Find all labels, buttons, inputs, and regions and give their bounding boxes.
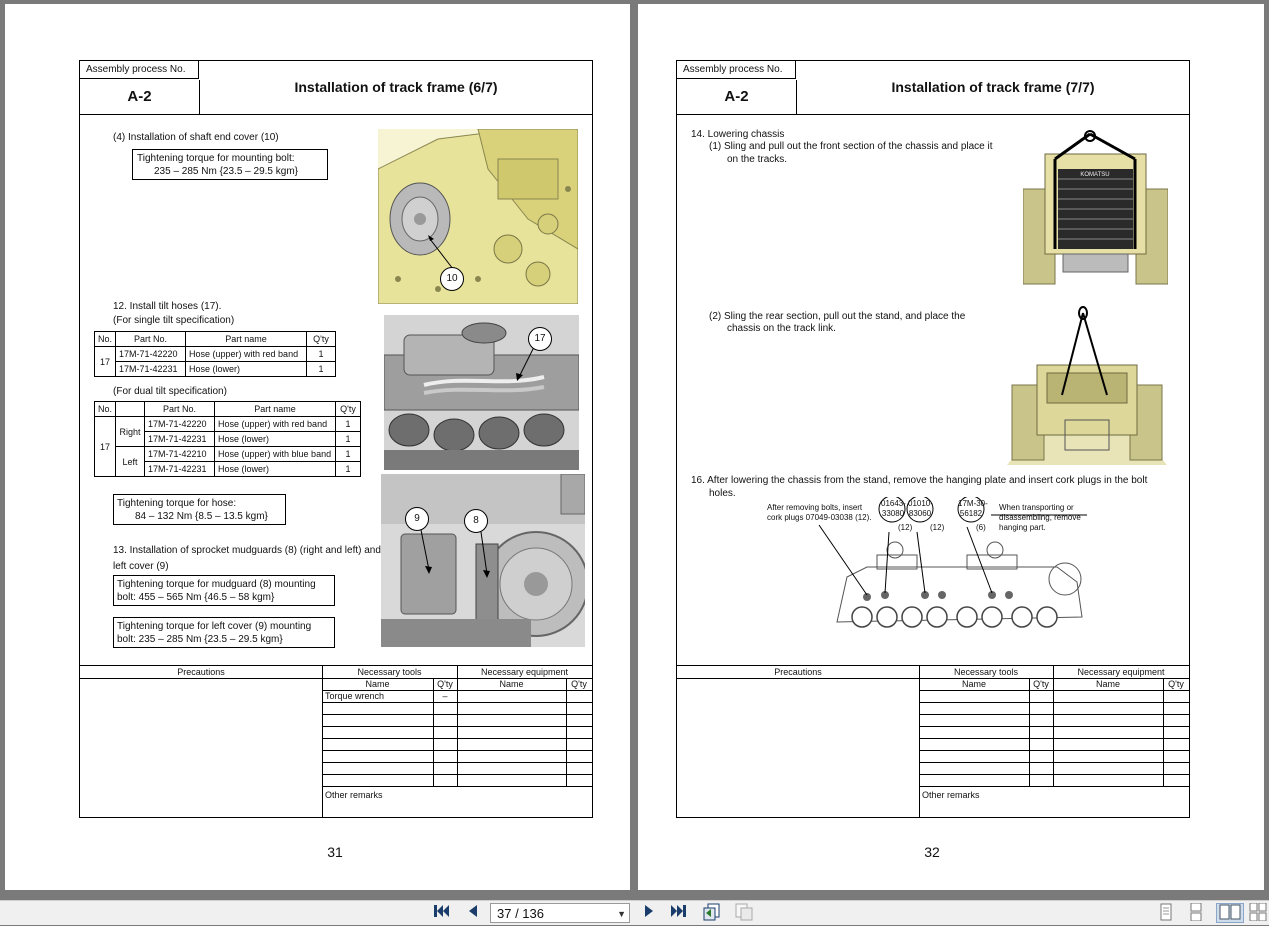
step-16-heading: 16. After lowering the chassis from the stand, remove the hanging plate and insert cork plugs in the bolt — [691, 475, 1148, 486]
step-14-sub-1: (1) Sling and pull out the front section of the chassis and place it — [709, 141, 993, 152]
torque-label: Tightening torque for left cover (9) mounting — [117, 621, 312, 632]
col-header-part-no: Part No. — [116, 332, 186, 347]
part-name: Hose (upper) with red band — [186, 347, 307, 362]
callout-17: 17 — [528, 327, 552, 351]
go-forward-view-button[interactable] — [732, 903, 756, 923]
last-page-icon — [668, 903, 688, 919]
front-chassis-sling-illustration — [1023, 129, 1168, 287]
assembly-process-label: Assembly process No. — [677, 61, 796, 79]
callout-8: 8 — [464, 509, 488, 533]
step-4-heading: (4) Installation of shaft end cover (10) — [113, 132, 279, 143]
side-left: Left — [116, 447, 145, 477]
equipment-name-header: Name — [499, 679, 524, 689]
assembly-process-number: A-2 — [80, 80, 200, 114]
part-qty: 1 — [336, 417, 361, 432]
diagram-qty-6: (6) — [976, 523, 986, 532]
part-name: Hose (upper) with red band — [215, 417, 336, 432]
viewer-toolbar — [0, 900, 1269, 925]
page-title: Installation of track frame (7/7) — [891, 79, 1095, 95]
torque-label: Tightening torque for hose: — [117, 498, 237, 509]
torque-box-mudguard — [113, 575, 335, 606]
part-qty: 1 — [336, 447, 361, 462]
tools-name-header: Name — [365, 679, 390, 689]
single-page-icon — [1158, 903, 1174, 921]
page-number: 32 — [924, 844, 940, 860]
step-16-heading-cont: holes. — [709, 488, 736, 499]
necessary-tools-header: Necessary tools — [357, 667, 422, 677]
page-header — [677, 61, 1189, 115]
previous-page-button[interactable] — [462, 903, 484, 923]
page-header — [80, 61, 592, 115]
diagram-note-left-cont: cork plugs 07049-03038 (12). — [767, 513, 872, 522]
single-tilt-spec-label: (For single tilt specification) — [113, 315, 235, 326]
tools-qty-header: Q'ty — [437, 679, 453, 689]
table-row — [95, 347, 336, 362]
previous-page-icon — [465, 903, 481, 919]
page-indicator: 37 / 136 — [497, 906, 544, 921]
torque-value: bolt: 235 – 285 Nm {23.5 – 29.5 kgm} — [117, 634, 283, 645]
table-row — [95, 447, 361, 462]
page-number: 31 — [327, 844, 343, 860]
col-header-side — [116, 402, 145, 417]
part-name: Hose (lower) — [186, 362, 307, 377]
necessary-equipment-header: Necessary equipment — [480, 667, 569, 677]
diagram-part-2: 01010- 83060 — [908, 499, 933, 518]
table-row — [95, 417, 361, 432]
go-back-view-button[interactable] — [700, 903, 724, 923]
other-remarks-label: Other remarks — [922, 790, 980, 800]
necessary-equipment-header: Necessary equipment — [1077, 667, 1165, 677]
col-header-part-name: Part name — [186, 332, 307, 347]
part-name: Hose (lower) — [215, 462, 336, 477]
dual-tilt-spec-label: (For dual tilt specification) — [113, 386, 227, 397]
step-12-heading: 12. Install tilt hoses (17). — [113, 301, 222, 312]
diagram-part-3: 17M-30- 56182 — [958, 499, 988, 518]
single-page-view-button[interactable] — [1156, 903, 1176, 923]
document-page-right — [638, 4, 1264, 890]
part-name: Hose (lower) — [215, 432, 336, 447]
torque-box-left-cover — [113, 617, 335, 648]
side-right: Right — [116, 417, 145, 447]
step-14-sub-2-cont: chassis on the track link. — [727, 323, 836, 334]
part-number: 17M-71-42220 — [145, 417, 215, 432]
tools-qty-header: Q'ty — [1033, 679, 1049, 689]
single-tilt-parts-table — [94, 331, 336, 377]
part-number: 17M-71-42210 — [145, 447, 215, 462]
tool-torque-wrench: Torque wrench — [325, 691, 385, 701]
part-qty: 1 — [307, 362, 336, 377]
page-number-input[interactable] — [490, 903, 630, 923]
chevron-down-icon: ▼ — [617, 909, 626, 919]
part-number: 17M-71-42220 — [116, 347, 186, 362]
assembly-process-label: Assembly process No. — [80, 61, 199, 79]
torque-label: Tightening torque for mudguard (8) mounting — [117, 579, 316, 590]
sprocket-mudguard-illustration — [381, 474, 585, 647]
continuous-page-icon — [1188, 903, 1204, 921]
precautions-header: Precautions — [774, 667, 822, 677]
torque-value: 84 – 132 Nm {8.5 – 13.5 kgm} — [135, 511, 268, 522]
precautions-header: Precautions — [177, 667, 225, 677]
last-page-button[interactable] — [666, 903, 690, 923]
next-view-icon — [734, 903, 754, 921]
next-page-icon — [641, 903, 657, 919]
part-number: 17M-71-42231 — [145, 462, 215, 477]
diagram-part-1: 01643- 33080 — [881, 499, 906, 518]
tilt-hoses-illustration — [384, 315, 579, 470]
page-title: Installation of track frame (6/7) — [294, 79, 498, 95]
dual-tilt-parts-table — [94, 401, 361, 477]
rear-chassis-sling-illustration — [1007, 305, 1167, 465]
equipment-qty-header: Q'ty — [1168, 679, 1184, 689]
diagram-qty-12b: (12) — [930, 523, 945, 532]
equipment-name-header: Name — [1095, 679, 1120, 689]
item-number: 17 — [95, 417, 116, 477]
callout-9: 9 — [405, 507, 429, 531]
col-header-no: No. — [95, 402, 116, 417]
part-number: 17M-71-42231 — [116, 362, 186, 377]
step-14-sub-1-cont: on the tracks. — [727, 154, 788, 165]
torque-box-hose — [113, 494, 286, 525]
equipment-qty-header: Q'ty — [571, 679, 587, 689]
precautions-tools-table — [677, 665, 1189, 818]
document-page-left — [5, 4, 630, 890]
continuous-view-button[interactable] — [1186, 903, 1206, 923]
col-header-qty: Q'ty — [336, 402, 361, 417]
table-row — [95, 362, 336, 377]
step-13-heading: 13. Installation of sprocket mudguards (8) (right and left) and — [113, 545, 381, 556]
col-header-qty: Q'ty — [307, 332, 336, 347]
previous-view-icon — [702, 903, 722, 921]
part-name: Hose (upper) with blue band — [215, 447, 336, 462]
part-qty: 1 — [307, 347, 336, 362]
two-page-continuous-icon — [1249, 903, 1267, 921]
step-14-heading: 14. Lowering chassis — [691, 129, 785, 140]
two-page-icon — [1219, 904, 1241, 920]
torque-label: Tightening torque for mounting bolt: — [137, 153, 295, 164]
page-frame — [79, 60, 593, 818]
first-page-button[interactable] — [430, 903, 454, 923]
item-number: 17 — [95, 347, 116, 377]
part-qty: 1 — [336, 462, 361, 477]
diagram-qty-12a: (12) — [898, 523, 913, 532]
diagram-note-right: When transporting or disassembling, remove hanging part. — [999, 503, 1081, 532]
necessary-tools-header: Necessary tools — [953, 667, 1019, 677]
diagram-note-left: After removing bolts, insert — [767, 503, 863, 512]
col-header-part-no: Part No. — [145, 402, 215, 417]
col-header-no: No. — [95, 332, 116, 347]
page-frame — [676, 60, 1190, 818]
step-13-heading-cont: left cover (9) — [113, 561, 169, 572]
part-number: 17M-71-42231 — [145, 432, 215, 447]
next-page-button[interactable] — [638, 903, 660, 923]
part-qty: 1 — [336, 432, 361, 447]
komatsu-logo: KOMATSU — [1080, 172, 1110, 178]
torque-value: bolt: 455 – 565 Nm {46.5 – 58 kgm} — [117, 592, 275, 603]
torque-value: 235 – 285 Nm {23.5 – 29.5 kgm} — [154, 166, 298, 177]
assembly-process-number: A-2 — [677, 80, 797, 114]
callout-10: 10 — [440, 267, 464, 291]
shaft-end-cover-illustration — [378, 129, 578, 304]
cork-plug-diagram — [767, 497, 1097, 657]
tool-torque-wrench-qty: – — [442, 691, 448, 701]
two-page-view-button[interactable] — [1216, 903, 1244, 923]
step-14-sub-2: (2) Sling the rear section, pull out the stand, and place the — [709, 311, 966, 322]
first-page-icon — [432, 903, 452, 919]
other-remarks-label: Other remarks — [325, 790, 383, 800]
two-page-continuous-view-button[interactable] — [1248, 903, 1268, 923]
col-header-part-name: Part name — [215, 402, 336, 417]
tools-name-header: Name — [961, 679, 986, 689]
precautions-tools-table — [80, 665, 592, 818]
torque-box-mounting-bolt — [132, 149, 328, 180]
